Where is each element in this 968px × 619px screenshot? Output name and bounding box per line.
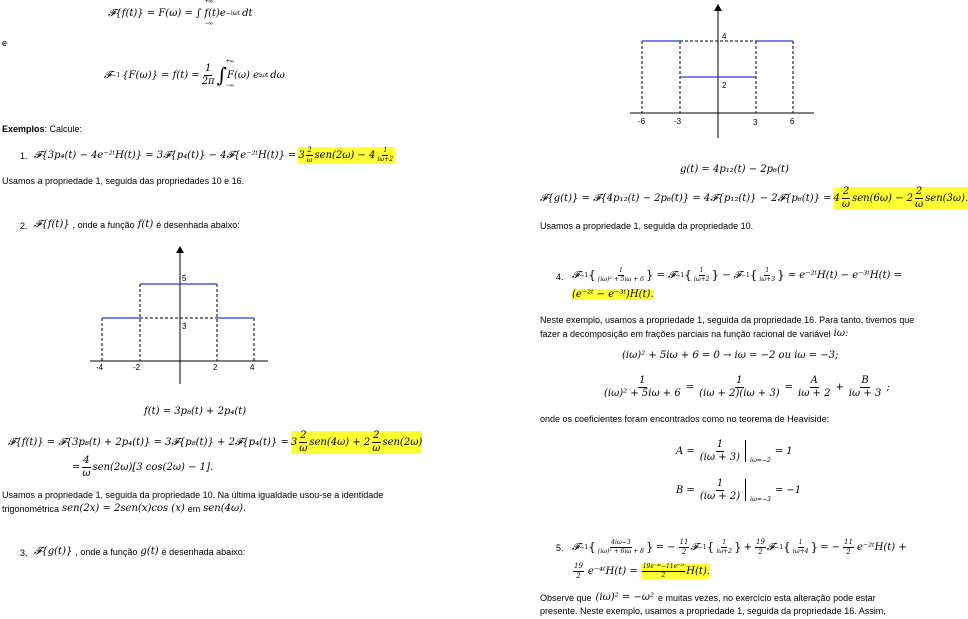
f-definition: f(t) = 3p₈(t) + 2p₄(t) [144,406,247,417]
example-2-note-line-2: trigonométrica sen(2x) = 2sen(x)cos (x) em sen(4ω). [2,503,247,514]
example-3-number: 3. [20,548,28,558]
example-5-equation: 𝓕 −1 { $\frac{4i\omega-3}{\text{(iω)² + 6iω + 8}}$ } = − $\frac{11}{2}$ 𝓕 −1 { $\frac{1}{i\omega+2}$ } + $\frac{19}{2}$ 𝓕 −1 { $\frac{1}{i\omega+4}$ } = − $\frac{11}{2}$ e⁻²ᵗH(t) + [572,537,907,556]
tick-label: 3 [753,118,758,127]
coefficient-A: A = $\frac{1}{(i\omega + 3)}$ iω=−2 = 1 [676,438,793,464]
example-4-result-highlight: (e⁻²ᵗ − e⁻³ᵗ)H(t). [572,289,654,300]
tick-label: 2 [722,81,727,90]
example-2-equation: 𝓕{f(t)} = 𝓕{3p₈(t) + 2p₄(t)} = 3𝓕{p₈(t)} + 2𝓕{p₄(t)} = 3 $\frac{2}{\omega}$ sen(4ω) + 2 $\frac{2}{\omega}$ sen(2ω) [8,429,423,454]
plot-f-of-t [0,244,260,394]
example-1-note: Usamos a propriedade 1, seguida das propriedades 10 e 16. [2,176,245,186]
fraction-1-over-2pi: $\frac{1}{2\pi}$ [201,62,215,87]
g-result-highlight: 4 $\frac{2}{\omega}$ sen(6ω) − 2 $\frac{2}{\omega}$ sen(3ω). [833,185,968,210]
y-axis-arrow [176,246,184,253]
example-2-equation-line-2: = $\frac{4}{\omega}$ sen(2ω)[3 cos(2ω) − 1]. [72,454,214,479]
tick-label: 2 [213,363,218,372]
example-3-statement: 𝓕{g(t)} , onde a função g(t) é desenhada abaixo: [34,546,246,557]
example-1-result-highlight: 3 $\frac{2}{\omega}$ sen(2ω) − 4 $\frac{1}{i\omega+2}$ [298,145,394,164]
tick-label: -6 [638,117,646,126]
example-4-note-line-2: fazer a decomposição em frações parciais na função racional de variável iω: [540,328,849,339]
example-1-equation: 𝓕{3p₄(t) − 4e⁻²ᵗH(t)} = 3𝓕{p₄(t)} − 4𝓕{e⁻²ᵗH(t)} = 3 $\frac{2}{\omega}$ sen(2ω) − 4 $\frac{1}{i\omega+2}$ [34,145,394,164]
inverse-fourier-transform-definition: 𝓕 −1 {F(ω)} = f(t) = $\frac{1}{2\pi}$ ∫ F(ω) e iωt dω [104,62,285,87]
observation-line-1: Observe que (iω)² = −ω² e muitas vezes, no exercício esta alteração pode estar [540,592,876,603]
example-2-number: 2. [20,221,28,231]
example-5-equation-line-2: $\frac{19}{2}$ e⁻⁴ᵗH(t) = $\frac{\text{19e⁻⁴ᵗ−11e⁻²ᵗ}}{2}$ H(t). [574,561,710,580]
example-2-statement: 𝓕{f(t)} , onde a função f(t) é desenhada abaixo: [34,219,240,230]
tick-label: 6 [790,117,795,126]
tick-label: 4 [722,32,727,41]
g-definition: g(t) = 4p₁₂(t) − 2p₆(t) [680,164,789,175]
example-4-note-line-1: Neste exemplo, usamos a propriedade 1, seguida da propriedade 16. Para tanto, tivemos que [540,315,915,325]
inverse-integral-upper-limit: +∞ [226,59,234,65]
example-5-number: 5. [556,543,564,553]
tick-label: -3 [674,117,682,126]
tick-label: -4 [96,363,104,372]
examples-heading: Exemplos: Calcule: [2,124,83,134]
inverse-integral-lower-limit: −∞ [226,83,234,89]
tick-label: 4 [250,363,255,372]
integral-lower-limit: −∞ [205,21,213,27]
example-2-note-line-1: Usamos a propriedade 1, seguida da propriedade 10. Na última igualdade usou-se a identidade [2,490,384,500]
example-4-equation: 𝓕 −1 { $\frac{1}{\text{(iω)² + 5iω + 6}}$ } = 𝓕 −1 { $\frac{1}{i\omega+2}$ } − 𝓕 −1 { $\frac{1}{i\omega+3}$ } = e⁻²ᵗH(t) − e⁻³ᵗH(t) = [572,266,902,283]
example-4-roots: (iω)² + 5iω + 6 = 0 → iω = −2 ou iω = −3; [622,350,839,361]
example-4-number: 4. [556,272,564,282]
connector-text: e [2,38,8,48]
plot-g-of-t [630,0,830,140]
tick-label: 5 [182,274,187,283]
fourier-transform-definition: 𝓕{f(t)} = F(ω) = ∫ f(t)e −iωt dt [108,7,253,19]
observation-line-2: presente. Neste exemplo, usamos a propriedade 1, seguida da propriedade 16. Assim, [540,606,886,616]
y-axis-arrow [714,4,722,11]
tick-label: -2 [133,363,141,372]
example-2-result-highlight: 3 $\frac{2}{\omega}$ sen(4ω) + 2 $\frac{2}{\omega}$ sen(2ω) [290,429,423,454]
integral-upper-limit: +∞ [205,0,213,5]
tick-label: 3 [182,322,187,331]
integral-sign: ∫ [216,63,228,87]
g-transform-equation: 𝓕{g(t)} = 𝓕{4p₁₂(t) − 2p₆(t)} = 4𝓕{p₁₂(t)} − 2𝓕{p₆(t)} = 4 $\frac{2}{\omega}$ sen(6ω) − 2 $\frac{2}{\omega}$ sen(3ω). [540,185,968,210]
example-5-result-highlight: $\frac{\text{19e⁻⁴ᵗ−11e⁻²ᵗ}}{2}$ H(t). [642,562,710,579]
g-note: Usamos a propriedade 1, seguida da propriedade 10. [540,221,754,231]
coefficient-B: B = $\frac{1}{(i\omega + 2)}$ iω=−3 = −1 [676,477,802,503]
partial-fraction-equation: $\frac{1}{\text{(iω)² + 5iω + 6}}$ = $\frac{1}{(i\omega + 2)(i\omega + 3)}$ = $\frac{A}{i\omega + 2}$ + $\frac{B}{i\omega + 3}$ ; [604,374,890,399]
heaviside-note: onde os coeficientes foram encontrados como no teorema de Heaviside: [540,414,830,424]
example-1-number: 1. [20,151,28,161]
